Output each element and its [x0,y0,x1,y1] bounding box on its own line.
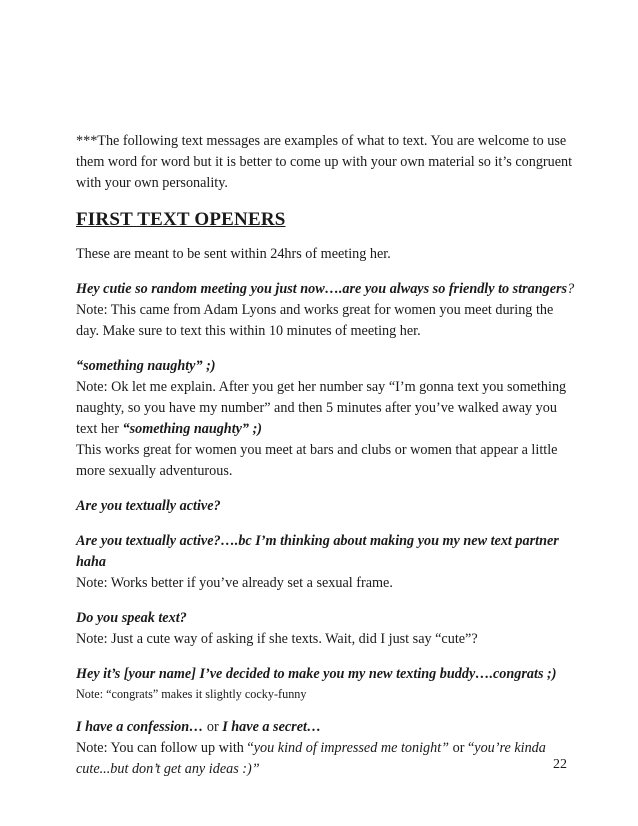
opener-note: Note: “congrats” makes it slightly cocky-funny [76,687,307,701]
opener-note: Note: This came from Adam Lyons and works great for women you meet during the day. Make sure to text this within 10 minutes of meeting her. [76,302,554,339]
opener-entry [76,531,576,594]
opener-note [76,377,576,440]
document-body [76,131,576,794]
opener-note-mid: or “ [449,740,475,756]
opener-entry [76,664,576,703]
opener-title: Are you textually active?….bc I’m thinking about making you my new text partner haha [76,533,559,570]
opener-entry [76,717,576,780]
opener-title: Hey it’s [your name] I’ve decided to make you my new texting buddy….congrats ;) [76,666,557,682]
opener-title-suffix: ? [567,281,575,297]
opener-note [76,738,576,780]
opener-connector: or [203,719,223,735]
opener-note-text: Note: Ok let me explain. After you get her number say “I’m gonna text you something naughty, so you have my number” and then 5 minutes after you’ve walked away you text her [76,379,567,437]
opener-note-emphasis: “something naughty” ;) [122,421,263,437]
opener-title: Are you textually active? [76,498,221,514]
opener-entry [76,496,576,517]
intro-paragraph: ***The following text messages are examples of what to text. You are welcome to use them word for word but it is better to come up with your own material so it’s congruent with your own personality. [76,133,573,191]
opener-entry [76,279,576,342]
opener-title-text: Hey cutie so random meeting you just now….are you always so friendly to strangers [76,281,568,297]
opener-title-b: I have a secret… [222,719,322,735]
opener-title [76,717,576,738]
page-number: 22 [553,757,567,772]
opener-note: Note: Works better if you’ve already set a sexual frame. [76,575,393,591]
opener-title-a: I have a confession… [76,719,204,735]
opener-note-quote-b: you’re kinda cute...but don’t get any ideas :)” [76,740,546,777]
opener-entry [76,608,576,650]
opener-note-continued: This works great for women you meet at bars and clubs or women that appear a little more sexually adventurous. [76,442,558,479]
opener-note-quote-a: you kind of impressed me tonight” [253,740,450,756]
opener-entry [76,356,576,482]
opener-title: Do you speak text? [76,610,187,626]
opener-note-text: Note: You can follow up with “ [76,740,254,756]
lead-paragraph: These are meant to be sent within 24hrs of meeting her. [76,246,391,262]
opener-note: Note: Just a cute way of asking if she texts. Wait, did I just say “cute”? [76,631,478,647]
opener-title: “something naughty” ;) [76,358,216,374]
opener-title [76,279,576,300]
section-heading: FIRST TEXT OPENERS [76,209,286,230]
